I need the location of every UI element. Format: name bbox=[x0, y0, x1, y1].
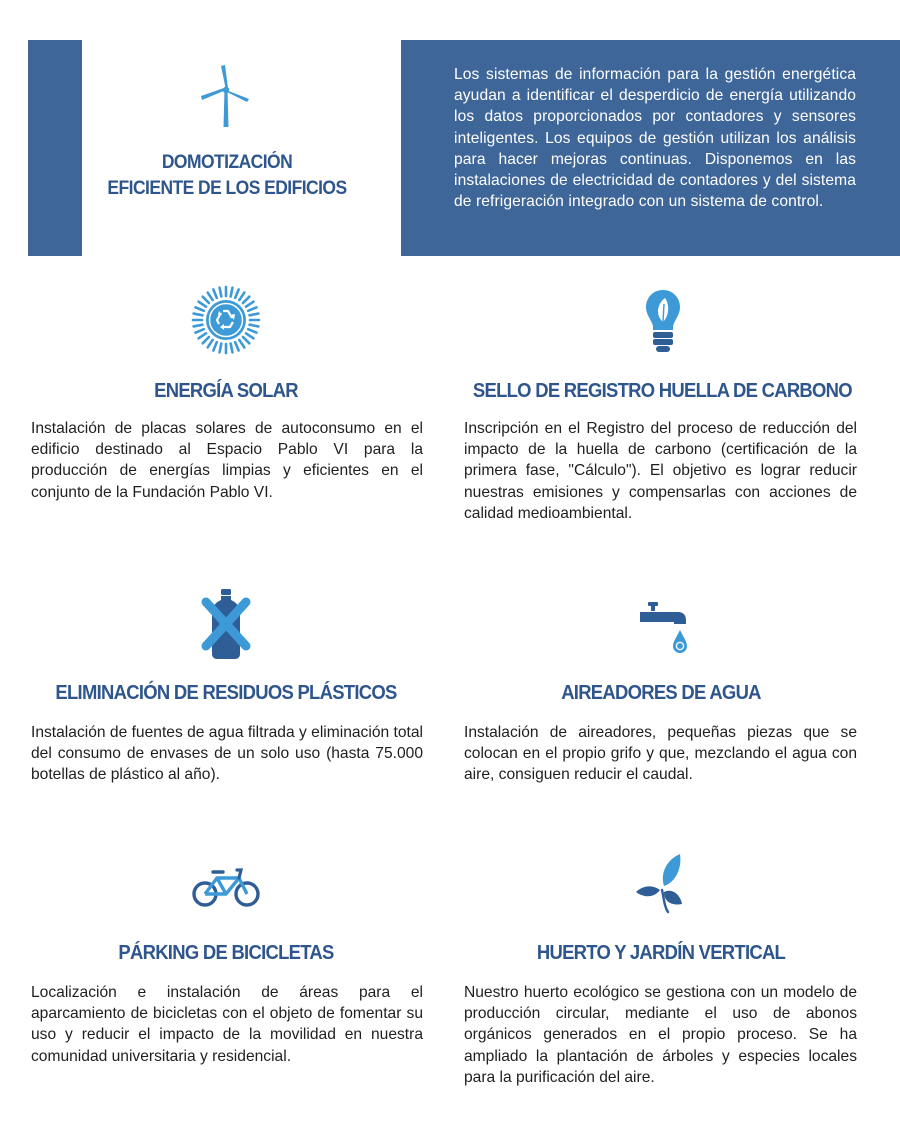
sun-ray bbox=[194, 314, 203, 316]
domotics-description: Los sistemas de información para la gestión energética ayudan a identificar el desperdicio de energía utilizando los datos proporcionados por contadores y sensores inteligentes. Los equipos de gestión utilizan los análisis para hacer mejoras continuas. Disponemos en las instalaciones de electricidad de contadores y del sistema de refrigeración integrado con un sistema de control. bbox=[454, 66, 856, 211]
sun-ray bbox=[199, 333, 206, 338]
sun-ray bbox=[194, 325, 203, 327]
water-heading: AIREADORES DE AGUA bbox=[561, 681, 761, 704]
sun-ray bbox=[250, 325, 259, 327]
sun-ray bbox=[199, 302, 206, 307]
sun-ray bbox=[235, 342, 238, 350]
domotics-title-line2: EFICIENTE DE LOS EDIFICIOS bbox=[107, 178, 347, 199]
sun-recycle-icon bbox=[190, 284, 262, 356]
plastic-heading: ELIMINACIÓN DE RESIDUOS PLÁSTICOS bbox=[55, 681, 397, 704]
domotics-title bbox=[94, 150, 361, 202]
lightbulb-leaf-icon bbox=[644, 288, 682, 354]
sun-ray bbox=[231, 344, 233, 353]
garden-text: Nuestro huerto ecológico se gestiona con un modelo de producción circular, mediante el uso de abonos orgánicos generados en el propio proceso. Se ha ampliado la plantación de árboles y especies locales para la purificación del aire. bbox=[464, 984, 857, 1086]
sun-ray bbox=[248, 307, 256, 310]
bicycle-icon bbox=[191, 866, 261, 908]
crossed-bottle-icon bbox=[200, 588, 252, 660]
sun-ray bbox=[246, 302, 253, 307]
wind-turbine-icon bbox=[200, 64, 252, 130]
domotics-title-line1: DOMOTIZACIÓN bbox=[161, 152, 293, 173]
sun-ray bbox=[208, 340, 213, 347]
decorative-band-left bbox=[28, 40, 82, 256]
plastic-text: Instalación de fuentes de agua filtrada y eliminación total del consumo de envases de un solo uso (hasta 75.000 botellas de plástico al año). bbox=[31, 724, 423, 784]
solar-heading: ENERGÍA SOLAR bbox=[154, 379, 298, 402]
sun-ray bbox=[196, 329, 204, 332]
carbon-text: Inscripción en el Registro del proceso de reducción del impacto de la huella de carbono (certificación de la primera fase, "Cálculo"). El objetivo es lograr reducir nuestras emisiones y compensarlas con acciones de calidad medioambiental. bbox=[464, 420, 857, 522]
sun-ray bbox=[203, 297, 209, 303]
sun-ray bbox=[208, 293, 213, 300]
sun-ray bbox=[213, 342, 216, 350]
sun-ray bbox=[239, 293, 244, 300]
sun-ray bbox=[213, 290, 216, 298]
sun-ray bbox=[220, 288, 222, 297]
leaves-icon bbox=[634, 852, 688, 914]
solar-text: Instalación de placas solares de autoconsumo en el edificio destinado al Espacio Pablo VI para la producción de energías limpias y eficientes en el conjunto de la Fundación Pablo VI. bbox=[31, 420, 423, 501]
sun-ray bbox=[243, 297, 249, 303]
water-text: Instalación de aireadores, pequeñas piezas que se colocan en el propio grifo y que, mezclando el agua con aire, consiguen reducir el caudal. bbox=[464, 724, 857, 784]
sun-ray bbox=[243, 337, 249, 343]
garden-heading: HUERTO Y JARDÍN VERTICAL bbox=[536, 941, 786, 964]
sun-ray bbox=[196, 307, 204, 310]
sun-ray bbox=[203, 337, 209, 343]
sun-ray bbox=[235, 290, 238, 298]
sun-ray bbox=[246, 333, 253, 338]
sun-ray bbox=[248, 329, 256, 332]
carbon-heading: SELLO DE REGISTRO HUELLA DE CARBONO bbox=[472, 379, 852, 402]
faucet-drop-icon bbox=[638, 600, 690, 654]
sun-ray bbox=[250, 314, 259, 316]
sun-ray bbox=[239, 340, 244, 347]
sun-ray bbox=[220, 344, 222, 353]
bikes-text: Localización e instalación de áreas para el aparcamiento de bicicletas con el objeto de fomentar su uso y reducir el impacto de la movilidad en nuestra comunidad universitaria y residencial. bbox=[31, 984, 423, 1065]
bikes-heading: PÁRKING DE BICICLETAS bbox=[118, 941, 334, 964]
sun-ray bbox=[231, 288, 233, 297]
